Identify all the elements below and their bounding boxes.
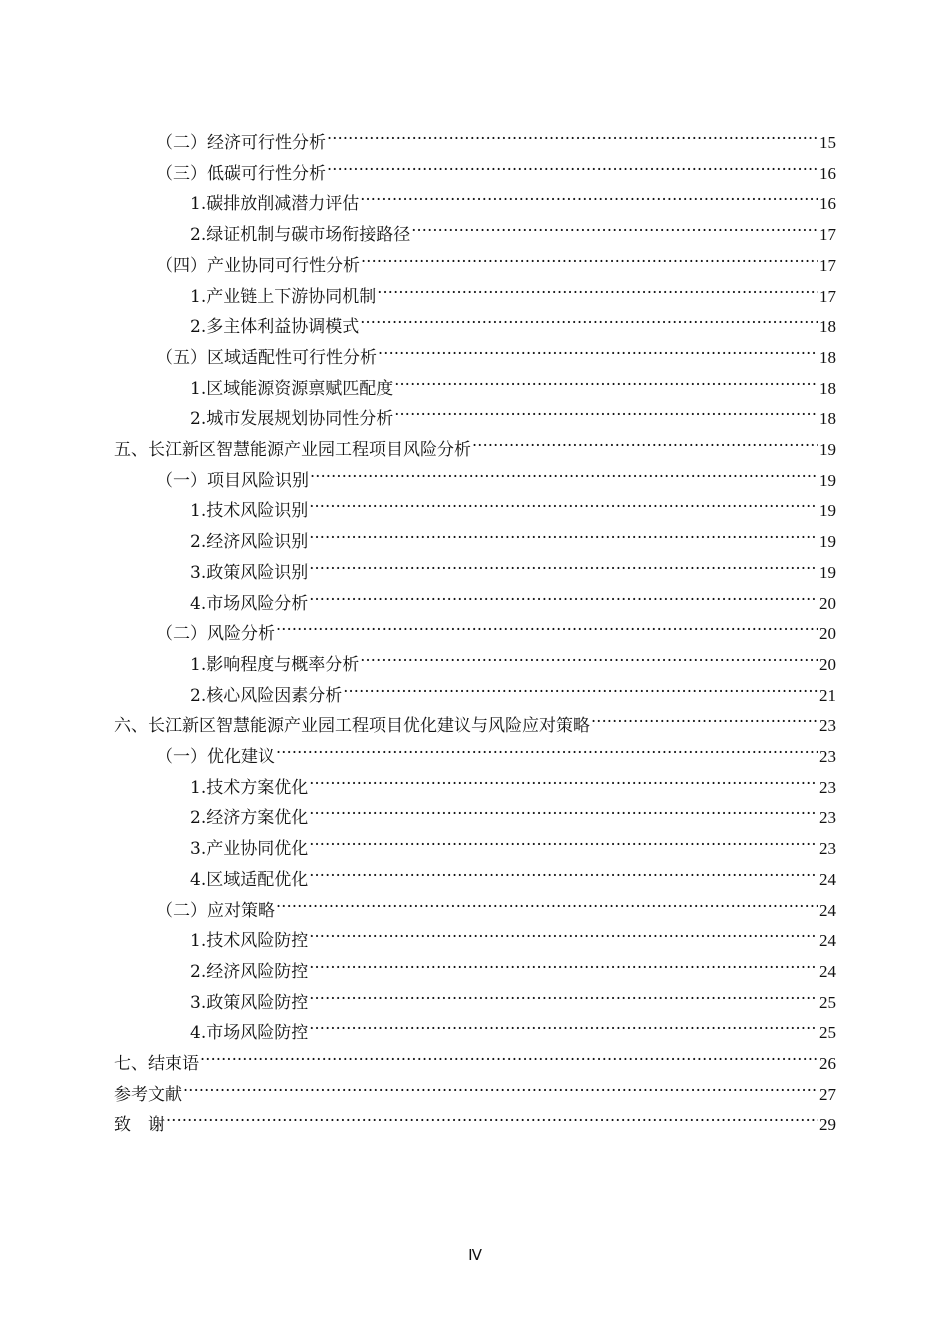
toc-entry-page: 18 — [819, 347, 836, 367]
toc-entry[interactable] — [156, 609, 836, 645]
toc-entry[interactable] — [190, 272, 836, 307]
toc-entry[interactable] — [190, 978, 836, 1013]
toc-entry-title: （一）优化建议 — [156, 747, 275, 767]
toc-entry-title: 2.绿证机制与碳市场衔接路径 — [190, 225, 411, 246]
toc-entry-title: 3.政策风险防控 — [190, 992, 309, 1013]
toc-entry[interactable] — [114, 425, 836, 460]
toc-entry-page: 23 — [819, 839, 836, 859]
toc-entry[interactable] — [156, 118, 836, 153]
toc-entry[interactable] — [190, 394, 836, 430]
page-number: Ⅳ — [468, 1248, 482, 1264]
toc-entry-page: 19 — [819, 440, 836, 459]
toc-entry-page: 23 — [819, 808, 836, 828]
toc-dot-leader — [591, 701, 818, 731]
toc-entry-page: 20 — [819, 624, 836, 644]
toc-entry[interactable] — [190, 763, 836, 798]
toc-entry-page: 24 — [819, 869, 836, 889]
toc-entry-title: 3.政策风险识别 — [190, 562, 309, 583]
toc-dot-leader — [394, 364, 818, 394]
toc-entry[interactable] — [190, 640, 836, 675]
toc-entry-title: 1.技术方案优化 — [190, 777, 309, 798]
toc-dot-leader — [309, 548, 818, 578]
toc-dot-leader — [183, 1070, 818, 1100]
toc-entry[interactable] — [190, 916, 836, 952]
toc-dot-leader — [309, 947, 818, 977]
toc-entry[interactable] — [190, 486, 836, 522]
toc-entry[interactable] — [190, 793, 836, 829]
toc-entry[interactable] — [190, 947, 836, 982]
toc-dot-leader — [394, 394, 818, 424]
toc-dot-leader — [309, 793, 818, 823]
toc-entry[interactable] — [156, 732, 836, 767]
toc-dot-leader — [276, 732, 818, 762]
toc-entry[interactable] — [190, 517, 836, 553]
toc-entry-title: （一）项目风险识别 — [156, 470, 309, 491]
toc-entry-title: （二）风险分析 — [156, 624, 275, 645]
toc-entry-title: 1.技术风险防控 — [190, 931, 309, 952]
toc-entry-page: 16 — [819, 194, 836, 214]
toc-dot-leader — [360, 302, 818, 332]
toc-entry-page: 26 — [819, 1054, 836, 1073]
toc-entry[interactable] — [190, 210, 836, 246]
toc-dot-leader — [327, 118, 818, 148]
toc-entry-title: 六、长江新区智慧能源产业园工程项目优化建议与风险应对策略 — [114, 716, 590, 737]
toc-entry-title: 4.市场风险分析 — [190, 593, 309, 614]
toc-entry-page: 27 — [819, 1084, 836, 1104]
toc-dot-leader — [309, 579, 818, 609]
toc-dot-leader — [309, 978, 818, 1008]
toc-entry-page: 24 — [819, 900, 836, 920]
toc-dot-leader — [309, 517, 818, 547]
toc-entry[interactable] — [190, 179, 836, 215]
toc-entry-page: 19 — [819, 562, 836, 582]
toc-entry-page: 16 — [819, 163, 836, 183]
toc-entry-title: 1.影响程度与概率分析 — [190, 654, 360, 675]
toc-dot-leader — [378, 333, 818, 363]
toc-entry[interactable] — [190, 579, 836, 614]
toc-entry-title: 致 谢 — [114, 1115, 165, 1136]
toc-entry[interactable] — [190, 548, 836, 583]
toc-dot-leader — [360, 640, 818, 670]
toc-dot-leader — [472, 425, 818, 455]
toc-entry-title: 1.碳排放削减潜力评估 — [190, 194, 360, 215]
toc-dot-leader — [360, 179, 818, 209]
toc-dot-leader — [309, 763, 818, 793]
toc-entry-page: 20 — [819, 654, 836, 674]
toc-entry-title: 2.经济风险防控 — [190, 961, 309, 982]
toc-entry-title: 4.市场风险防控 — [190, 1023, 309, 1044]
toc-dot-leader — [309, 916, 818, 946]
toc-entry[interactable] — [190, 671, 836, 706]
toc-dot-leader — [276, 886, 818, 916]
toc-entry-page: 21 — [819, 685, 836, 705]
toc-entry[interactable] — [156, 886, 836, 921]
toc-entry[interactable] — [190, 1008, 836, 1044]
toc-entry[interactable] — [114, 1100, 836, 1136]
toc-entry-title: 五、长江新区智慧能源产业园工程项目风险分析 — [114, 440, 471, 460]
toc-entry-page: 18 — [819, 378, 836, 398]
toc-entry[interactable] — [190, 364, 836, 399]
toc-entry-title: （四）产业协同可行性分析 — [156, 255, 360, 276]
toc-entry-title: 2.城市发展规划协同性分析 — [190, 409, 394, 430]
toc-entry[interactable] — [190, 824, 836, 860]
toc-dot-leader — [276, 609, 818, 639]
toc-entry-page: 23 — [819, 716, 836, 736]
toc-entry-title: 1.区域能源资源禀赋匹配度 — [190, 378, 394, 399]
toc-entry[interactable] — [114, 1039, 836, 1074]
toc-entry-page: 24 — [819, 961, 836, 981]
toc-entry-page: 17 — [819, 225, 836, 245]
toc-dot-leader — [327, 149, 818, 179]
toc-entry-title: 参考文献 — [114, 1084, 182, 1105]
toc-entry-page: 17 — [819, 286, 836, 306]
toc-dot-leader — [361, 241, 818, 271]
toc-entry-page: 25 — [819, 1023, 836, 1043]
toc-entry[interactable] — [190, 302, 836, 338]
toc-dot-leader — [411, 210, 818, 240]
toc-entry-title: 1.技术风险识别 — [190, 501, 309, 522]
toc-dot-leader — [309, 855, 818, 885]
toc-dot-leader — [200, 1039, 818, 1069]
toc-entry-title: （二）应对策略 — [156, 900, 275, 921]
toc-entry-page: 15 — [819, 133, 836, 152]
toc-entry[interactable] — [190, 855, 836, 890]
toc-entry-page: 19 — [819, 532, 836, 552]
toc-dot-leader — [377, 272, 818, 302]
toc-entry-page: 23 — [819, 777, 836, 797]
toc-entry-page: 29 — [819, 1115, 836, 1135]
toc-entry-page: 19 — [819, 470, 836, 490]
toc-entry-page: 19 — [819, 501, 836, 521]
toc-entry[interactable] — [114, 1070, 836, 1105]
toc-entry-page: 18 — [819, 409, 836, 429]
toc-dot-leader — [309, 824, 818, 854]
toc-entry-page: 23 — [819, 747, 836, 766]
toc-entry-page: 24 — [819, 931, 836, 951]
toc-entry[interactable] — [156, 333, 836, 368]
toc-entry-page: 20 — [819, 593, 836, 613]
toc-entry-title: 4.区域适配优化 — [190, 869, 309, 890]
toc-entry-page: 25 — [819, 992, 836, 1012]
toc-entry-title: 1.产业链上下游协同机制 — [190, 286, 377, 307]
toc-entry-title: （三）低碳可行性分析 — [156, 163, 326, 184]
toc-dot-leader — [166, 1100, 818, 1130]
toc-entry[interactable] — [156, 149, 836, 184]
toc-dot-leader — [310, 456, 818, 486]
toc-entry-title: 2.经济风险识别 — [190, 532, 309, 553]
toc-dot-leader — [309, 486, 818, 516]
toc-entry-title: 2.经济方案优化 — [190, 808, 309, 829]
toc-entry[interactable] — [156, 456, 836, 491]
toc-entry[interactable] — [156, 241, 836, 276]
toc-entry-title: （五）区域适配性可行性分析 — [156, 347, 377, 368]
toc-entry-title: 3.产业协同优化 — [190, 839, 309, 860]
toc-entry-title: 2.多主体利益协调模式 — [190, 317, 360, 338]
toc-entry-title: （二）经济可行性分析 — [156, 133, 326, 153]
toc-entry-page: 18 — [819, 317, 836, 337]
toc-entry-page: 17 — [819, 255, 836, 275]
toc-dot-leader — [309, 1008, 818, 1038]
toc-entry[interactable] — [114, 701, 836, 737]
toc-entry-title: 2.核心风险因素分析 — [190, 685, 343, 706]
toc-dot-leader — [343, 671, 818, 701]
toc-entry-title: 七、结束语 — [114, 1054, 199, 1074]
